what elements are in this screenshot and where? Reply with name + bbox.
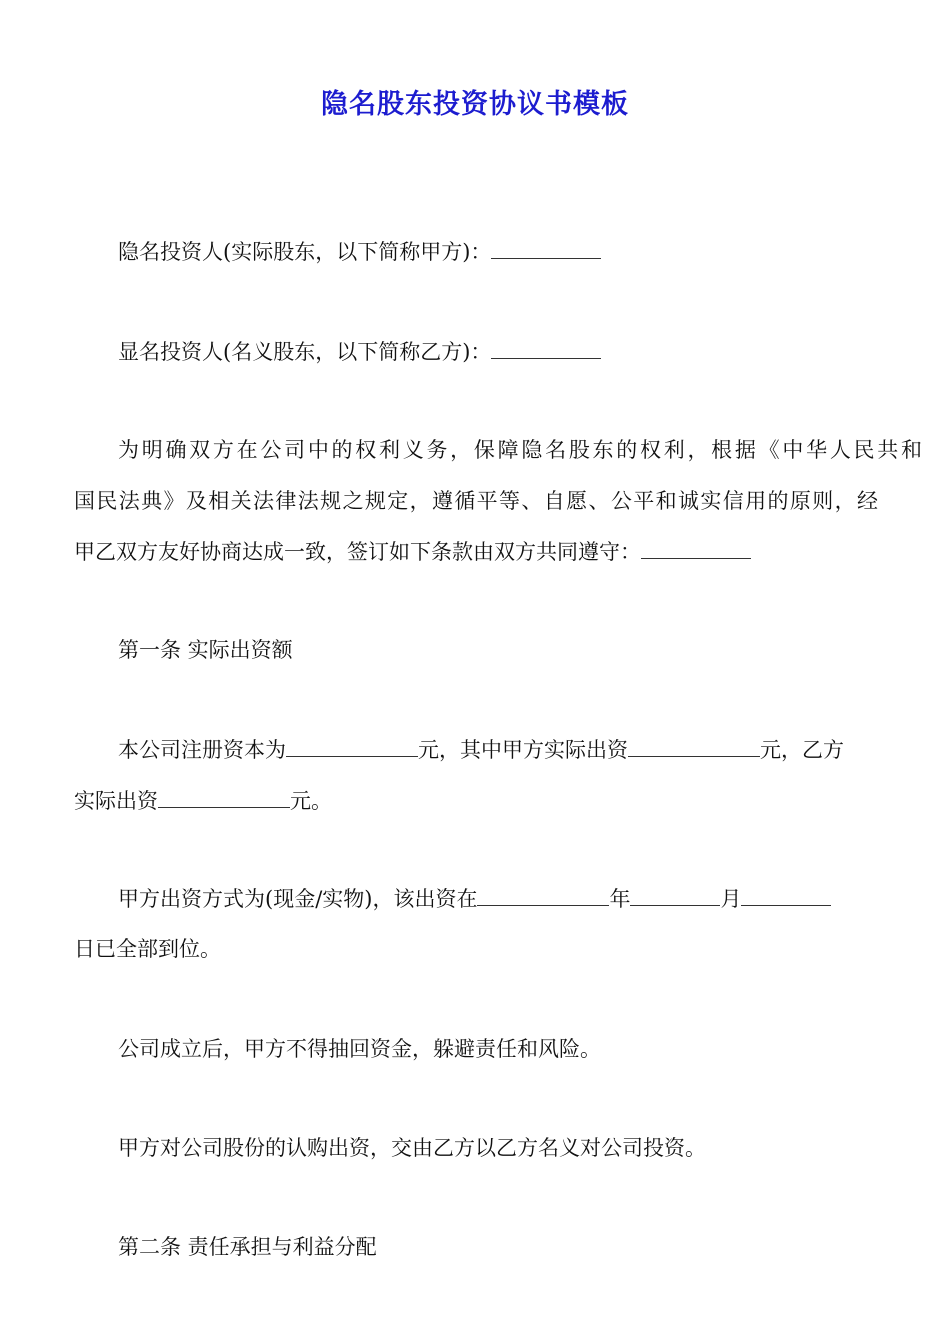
registered-capital-blank: [286, 738, 418, 757]
entrust-paragraph: 甲方对公司股份的认购出资，交由乙方以乙方名义对公司投资。: [118, 1136, 706, 1160]
preamble-line-3: [74, 538, 878, 566]
party-b-line: [74, 338, 922, 366]
capital-text-4: 实际出资: [74, 789, 158, 813]
party-a-contribution-blank: [628, 738, 760, 757]
preamble-line-1: 为明确双方在公司中的权利义务，保障隐名股东的权利，根据《中华人民共和: [118, 438, 922, 462]
year-blank: [477, 887, 609, 906]
method-line-1: [74, 885, 922, 913]
party-b-contribution-blank: [158, 789, 290, 808]
month-blank: [630, 887, 720, 906]
capital-text-3: 元，乙方: [760, 738, 844, 762]
article-2-heading: 第二条 责任承担与利益分配: [118, 1235, 377, 1259]
capital-text-1: 本公司注册资本为: [118, 738, 286, 762]
capital-line-1: [74, 736, 922, 764]
preamble-blank: [641, 540, 751, 559]
month-label: 月: [720, 887, 742, 911]
capital-text-2: 元，其中甲方实际出资: [418, 738, 628, 762]
no-withdraw-paragraph: 公司成立后，甲方不得抽回资金，躲避责任和风险。: [118, 1037, 601, 1061]
party-b-label: 显名投资人(名义股东，以下简称乙方)：: [118, 340, 492, 364]
party-b-blank: [491, 340, 601, 359]
capital-line-2: [74, 787, 878, 815]
year-label: 年: [609, 887, 631, 911]
party-a-blank: [491, 240, 601, 259]
capital-text-5: 元。: [290, 789, 332, 813]
day-blank: [741, 887, 831, 906]
article-1-heading: 第一条 实际出资额: [118, 638, 293, 662]
party-a-line: [74, 238, 922, 266]
preamble-line-2: 国民法典》及相关法律法规之规定，遵循平等、自愿、公平和诚实信用的原则，经: [74, 489, 878, 513]
method-line-2: 日已全部到位。: [74, 937, 221, 961]
document-title: 隐名股东投资协议书模板: [321, 89, 629, 120]
preamble-line-3-text: 甲乙双方友好协商达成一致，签订如下条款由双方共同遵守：: [74, 540, 641, 564]
party-a-label: 隐名投资人(实际股东，以下简称甲方)：: [118, 240, 492, 264]
method-text: 甲方出资方式为(现金/实物)，该出资在: [118, 887, 478, 911]
